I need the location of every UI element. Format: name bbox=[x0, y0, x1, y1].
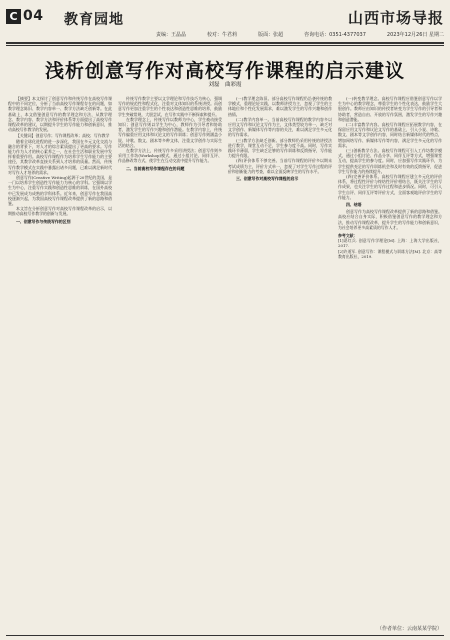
meta-editor: 责编：王晶晶 bbox=[156, 32, 187, 38]
article-title: 浅析创意写作对高校写作课程的启示建议 bbox=[44, 60, 405, 82]
paragraph: 创意写作为高校写作课程改革提供了新的思路和借鉴。高校应结合自身实际，积极借鉴创意写作的教学理念和方法，推动写作课程改革，提升学生的写作能力和创新意识，为社会培养更多高素质的写作人才。 bbox=[338, 209, 442, 230]
paragraph: 在教学方法上，传统写作多采用讲授法；创意写作则多采用工作坊(Workshop)模式，通过小组讨论、同伴互评、作品修改等方式，使学生在互动交流中提升写作能力。 bbox=[118, 148, 222, 164]
author-unit: （作者单位：云南某某学院） bbox=[376, 626, 442, 632]
footer-rule bbox=[6, 635, 444, 636]
meta-phone: 咨询电话：0351-4377037 bbox=[304, 32, 366, 38]
paragraph: (四)评价体系不够完善。当前写作课程的评价多以期末考试成绩为主，评价方式单一，忽视了对学生写作过程的评价和创新能力的考查，难以全面反映学生的写作水平。 bbox=[228, 158, 332, 174]
meta-date: 2023年12月26日 星期二 bbox=[386, 32, 444, 38]
paragraph: 随着全球化进程的进一步深化，我国在多元文化交流与融合的背景下，对人才的综合素质提出了更高的要求。写作能力作为人才的核心素养之一，在社会生活和职业发展中发挥着重要作用。高校写作课程作为培养学生写作能力的主要途径，其教学改革直接关系到人才培养的质量。然而，传统写作教学模式在实践中暴露出诸多问题，已难以满足新时代对写作人才培养的需求。 bbox=[8, 138, 112, 175]
section-heading: 二、当前高校写作课程存在的问题 bbox=[126, 165, 185, 171]
section-name: 教育园地 bbox=[64, 12, 124, 28]
meta-layout: 版面：张超 bbox=[258, 32, 284, 38]
paragraph: 在教学理念上，传统写作以教师为中心，学生被动接受知识；创意写作则以学生为中心，教师作为引导者和协助者，激发学生的写作兴趣和创作潜能。在教学内容上，传统写作偏重应用文体和议论文的写作训练；创意写作则涵盖小说、诗歌、散文、剧本等多种文体，注重文学创作与实际生活的结合。 bbox=[118, 116, 222, 148]
paragraph: 创意写作(Creative Writing)起源于20世纪的美国，是一门以培养学生创造性写作能力为核心的学科。它强调以学生为中心，注重写作实践和创造性思维的训练，在国外高校中已发展成为成熟的学科体系。近年来，创意写作在我国高校逐渐兴起，为我国高校写作课程改革提供了新的思路和借鉴。 bbox=[8, 175, 112, 207]
paragraph: (四)完善评价体系。高校写作课程应建立多元化的评价体系，将过程性评价与终结性评价相结合，既关注学生的写作成果，也关注学生的写作过程和进步情况。同时，可引入学生自评、同伴互评等评价方式，全面客观地评价学生的写作能力。 bbox=[338, 174, 442, 200]
header-meta bbox=[156, 31, 444, 38]
paragraph: (一)转变教学理念。高校写作课程应借鉴创意写作以学生为中心的教学理念，尊重学生的个性化表达，鼓励学生大胆创作。教师应由知识的传授者转变为学生写作的引导者和协助者，营造自由、开放的写作氛围，激发学生的写作兴趣和创造潜能。 bbox=[338, 96, 442, 122]
reference-item: [1]葛红兵. 创意写作学理论[M]. 上海：上海大学出版社，2017. bbox=[338, 238, 442, 249]
page-header bbox=[6, 5, 444, 41]
abstract: 【摘要】本文探讨了创意写作和传统写作在高校写作课程中的不同定位，分析了当前高校写作课程存在的问题，如教学理念陈旧、教学内容单一、教学方法缺乏创新等。在此基础上，本文借鉴创意写作的教学理念和方法，从教学理念、教学内容、教学方法和评价体系等方面提出了高校写作课程改革的建议，以期提升学生的写作能力和创新意识，推动高校写作教学的发展。 bbox=[8, 96, 112, 133]
column-4 bbox=[338, 96, 442, 259]
paragraph: 传统写作教学主要以文学理论和写作技巧为核心，强调写作的规范性和程式化，注重对文体知识的系统讲授。而创意写作更加注重学生的个性表达和创造性思维的培养，鼓励学生突破常规，大胆尝试，在写作实践中不断探索和提升。 bbox=[118, 96, 222, 117]
header-rule-thin bbox=[6, 45, 444, 46]
references-title: 参考文献： bbox=[338, 233, 358, 239]
page-number: 04 bbox=[23, 8, 44, 24]
article-author: 刘磊 曲彩霞 bbox=[208, 82, 242, 88]
paragraph: 本文旨在分析创意写作对高校写作课程改革的启示，以期推动高校写作教学的创新与发展。 bbox=[8, 206, 112, 217]
keywords: 【关键词】创意写作；写作课程改革；高校；写作教学 bbox=[16, 133, 110, 139]
meta-proofreader: 校对：牛君莉 bbox=[207, 32, 238, 38]
header-rule-thick bbox=[6, 42, 444, 44]
section-heading: 四、结语 bbox=[346, 202, 362, 208]
paragraph: (三)教学方法缺乏创新。部分教师仍采用传统的讲授法进行教学，课堂互动不足，学生参与度不高。同时，写作实践环节薄弱，学生缺乏足够的写作训练和反馈指导，写作能力提升有限。 bbox=[228, 137, 332, 159]
column-2 bbox=[118, 96, 222, 173]
section-heading: 一、创意写作与传统写作的区别 bbox=[16, 218, 71, 224]
section-heading: 三、创意写作对高校写作课程的启示 bbox=[236, 176, 299, 182]
paragraph: (一)教学理念陈旧。部分高校写作课程仍沿袭传统的教学模式，重理论轻实践，以教师讲授为主，忽视了学生的主体地位和个性化发展需求，难以激发学生的写作兴趣和创作热情。 bbox=[228, 96, 332, 117]
paragraph: (二)丰富教学内容。高校写作课程应拓展教学内容，在保留应用文写作和议论文写作的基础上，引入小说、诗歌、散文、剧本等文学创作内容，同时结合新媒体时代的特点，增加网络写作、新媒体写作等内容，满足学生多元化的写作需求。 bbox=[338, 122, 442, 148]
column-3 bbox=[228, 96, 332, 183]
paragraph: (二)教学内容单一。当前高校写作课程的教学内容多以应用文写作和议论文写作为主，文体类型较为单一，缺乏对文学创作、新媒体写作等内容的关注，难以满足学生多元化的写作需求。 bbox=[228, 116, 332, 138]
reference-item: [2]许道军. 创意写作：课程模式与训练方法[M]. 北京：高等教育出版社，2019. bbox=[338, 248, 442, 259]
column-1 bbox=[8, 96, 112, 226]
newspaper-name: 山西市场导报 bbox=[347, 9, 444, 27]
page-marker-box: C bbox=[6, 9, 21, 24]
paragraph: (三)创新教学方法。高校写作课程可引入工作坊教学模式，通过小组讨论、作品分享、同伴互评等方式，增强课堂互动，提高学生的参与度。同时，应加强写作实践环节，为学生提供充足的写作训练机会和及时有效的反馈指导，促进学生写作能力的持续提升。 bbox=[338, 148, 442, 174]
